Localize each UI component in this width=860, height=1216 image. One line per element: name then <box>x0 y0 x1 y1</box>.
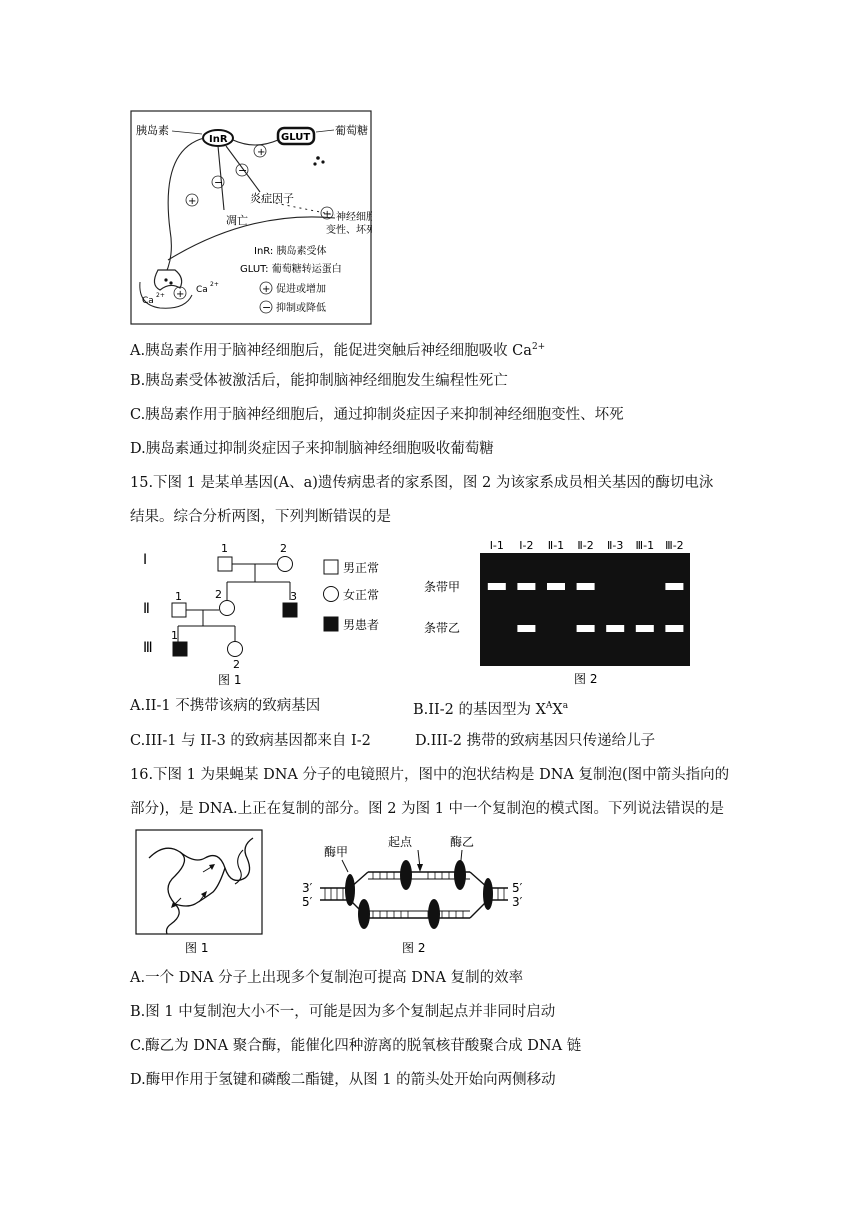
legend-male-normal: 男正常 <box>343 561 380 575</box>
pedigree-svg <box>135 538 415 688</box>
end-5-right: 5′ <box>512 881 523 895</box>
fig14-inr-label: InR <box>209 134 228 145</box>
fig14-svg <box>130 110 372 325</box>
pedigree-ii3-male-affected <box>283 603 297 617</box>
pedigree-ii2-female-normal <box>220 601 235 616</box>
polymerase-bottom-left <box>358 899 370 929</box>
q14-option-a: A.胰岛素作用于脑神经细胞后，能促进突触后神经细胞吸收 $Ca^{2+}$ <box>130 342 546 359</box>
svg-text:−: − <box>262 301 272 314</box>
enzyme-b-polymerase-top-right <box>454 860 466 890</box>
pedigree-caption: 图 1 <box>218 673 242 687</box>
polymerase-top-left <box>400 860 412 890</box>
replication-bubble-caption: 图 2 <box>402 941 426 955</box>
end-3-right: 3′ <box>512 895 523 909</box>
svg-text:+: + <box>176 289 185 300</box>
q16-option-c: C.酶乙为 DNA 聚合酶，能催化四种游离的脱氧核苷酸聚合成 DNA 链 <box>130 1038 582 1054</box>
gel-band-a <box>547 583 565 590</box>
pedigree-iii1-male-affected <box>173 642 187 656</box>
q16-option-a: A.一个 DNA 分子上出现多个复制泡可提高 DNA 复制的效率 <box>130 970 524 986</box>
q16-em-photo-figure <box>135 828 265 958</box>
enzyme-helicase-right <box>483 878 493 910</box>
gel-band-b <box>577 625 595 632</box>
fig14-legend-1: GLUT: 葡萄糖转运蛋白 <box>240 264 342 275</box>
pedigree-iii2-female-normal <box>228 642 243 657</box>
pedigree-gen-i: Ⅰ <box>143 552 148 568</box>
fig14-neuron-death-1: 神经细胞 <box>336 212 372 223</box>
fig14-apoptosis-label: 凋亡 <box>226 214 248 227</box>
gel-caption: 图 2 <box>574 672 598 686</box>
gel-band-a <box>577 583 595 590</box>
svg-text:+: + <box>257 147 266 158</box>
gel-lane-label: Ⅲ-1 <box>635 539 655 552</box>
svg-text:+: + <box>323 209 332 220</box>
legend-male-normal-icon <box>324 560 338 574</box>
svg-text:2: 2 <box>233 658 240 671</box>
gel-band-b <box>517 625 535 632</box>
svg-text:1: 1 <box>171 629 178 642</box>
svg-text:+: + <box>188 196 197 207</box>
gel-svg <box>420 538 700 688</box>
pedigree-gen-ii: Ⅱ <box>143 601 150 617</box>
enzyme-a-label: 酶甲 <box>324 845 349 859</box>
q16-stem-line2: 部分)，是 DNA.上正在复制的部分。图 2 为图 1 中一个复制泡的模式图。下列说法错误的是 <box>130 801 725 817</box>
gel-band-a <box>665 583 683 590</box>
fig14-neuron-death-2: 变性、坏死 <box>326 225 372 236</box>
q15-option-a: A.II-1 不携带该病的致病基因 <box>130 698 321 714</box>
svg-text:−: − <box>238 164 248 177</box>
gel-band-a <box>517 583 535 590</box>
enzyme-a-helicase-left <box>345 874 355 906</box>
gel-lane-label: Ⅱ-3 <box>607 539 624 552</box>
pedigree-i1-male-normal <box>218 557 232 571</box>
pedigree-gen-iii: Ⅲ <box>143 640 153 656</box>
gel-band-b <box>606 625 624 632</box>
legend-female-normal: 女正常 <box>343 588 380 602</box>
gel-lane-label: Ⅱ-2 <box>577 539 594 552</box>
q16-replication-bubble-figure <box>298 828 533 958</box>
q15-stem-line1: 15.下图 1 是某单基因(A、a)遗传病患者的家系图，图 2 为该家系成员相关基因的酶切电泳 <box>130 475 714 491</box>
em-photo-caption: 图 1 <box>185 941 209 955</box>
fig14-inflammation-label: 炎症因子 <box>250 192 294 205</box>
q15-stem-line2: 结果。综合分析两图，下列判断错误的是 <box>130 509 391 525</box>
gel-band-b-label: 条带乙 <box>424 621 461 635</box>
gel-lane-label: Ⅰ-2 <box>519 539 534 552</box>
q16-option-b: B.图 1 中复制泡大小不一，可能是因为多个复制起点并非同时启动 <box>130 1004 556 1020</box>
pedigree-i2-female-normal <box>278 557 293 572</box>
end-5-left: 5′ <box>302 895 313 909</box>
enzyme-b-label: 酶乙 <box>450 835 475 849</box>
gel-lane-label: Ⅱ-1 <box>547 539 565 552</box>
end-3-left: 3′ <box>302 881 313 895</box>
svg-text:2+: 2+ <box>210 281 219 288</box>
q15-option-c: C.III-1 与 II-3 的致病基因都来自 I-2 <box>130 733 371 749</box>
fig14-legend-2: 促进或增加 <box>276 284 326 295</box>
gel-band-a <box>488 583 506 590</box>
svg-text:2: 2 <box>215 588 222 601</box>
fig14-insulin-label: 胰岛素 <box>136 124 169 137</box>
polymerase-bottom-right <box>428 899 440 929</box>
gel-band-b <box>665 625 683 632</box>
svg-text:2: 2 <box>280 542 287 555</box>
q15-option-b: B.II-2 的基因型为 $X^AX^a$ <box>413 701 569 718</box>
fig14-ca-right: Ca <box>196 285 208 295</box>
q14-option-b: B.胰岛素受体被激活后，能抑制脑神经细胞发生编程性死亡 <box>130 373 508 389</box>
gel-lane-label: Ⅰ-1 <box>489 539 504 552</box>
q15-pedigree-figure <box>135 538 415 688</box>
fig14-legend-0: InR: 胰岛素受体 <box>254 246 327 257</box>
q15-gel-figure <box>420 538 700 688</box>
replication-bubble-svg <box>298 828 533 958</box>
gel-background <box>480 553 690 666</box>
q15-option-d: D.III-2 携带的致病基因只传递给儿子 <box>415 733 656 749</box>
svg-text:−: − <box>214 176 224 189</box>
em-photo-svg <box>135 828 265 958</box>
gel-band-b <box>636 625 654 632</box>
fig14-glucose-label: 葡萄糖 <box>335 124 368 137</box>
gel-band-a-label: 条带甲 <box>424 580 461 594</box>
pedigree-ii1-male-normal <box>172 603 186 617</box>
fig14-glut-label: GLUT <box>281 132 311 143</box>
svg-text:2+: 2+ <box>156 292 165 299</box>
legend-male-affected: 男患者 <box>343 618 380 632</box>
svg-text:1: 1 <box>221 542 228 555</box>
q14-option-d: D.胰岛素通过抑制炎症因子来抑制脑神经细胞吸收葡萄糖 <box>130 441 494 457</box>
legend-female-normal-icon <box>324 587 339 602</box>
origin-label: 起点 <box>388 835 413 849</box>
legend-male-affected-icon <box>324 617 338 631</box>
svg-text:1: 1 <box>175 590 182 603</box>
q14-option-c: C.胰岛素作用于脑神经细胞后，通过抑制炎症因子来抑制神经细胞变性、坏死 <box>130 407 624 423</box>
svg-text:3: 3 <box>290 590 297 603</box>
gel-lane-label: Ⅲ-2 <box>665 539 684 552</box>
q16-option-d: D.酶甲作用于氢键和磷酸二酯键，从图 1 的箭头处开始向两侧移动 <box>130 1072 556 1088</box>
fig14-legend-3: 抑制或降低 <box>276 303 326 314</box>
q16-stem-line1: 16.下图 1 为果蝇某 DNA 分子的电镜照片，图中的泡状结构是 DNA 复制泡(图中箭头指向的 <box>130 767 730 783</box>
fig14-insulin-diagram <box>130 110 372 325</box>
svg-text:+: + <box>262 284 271 295</box>
fig14-ca-left: Ca <box>142 296 154 306</box>
